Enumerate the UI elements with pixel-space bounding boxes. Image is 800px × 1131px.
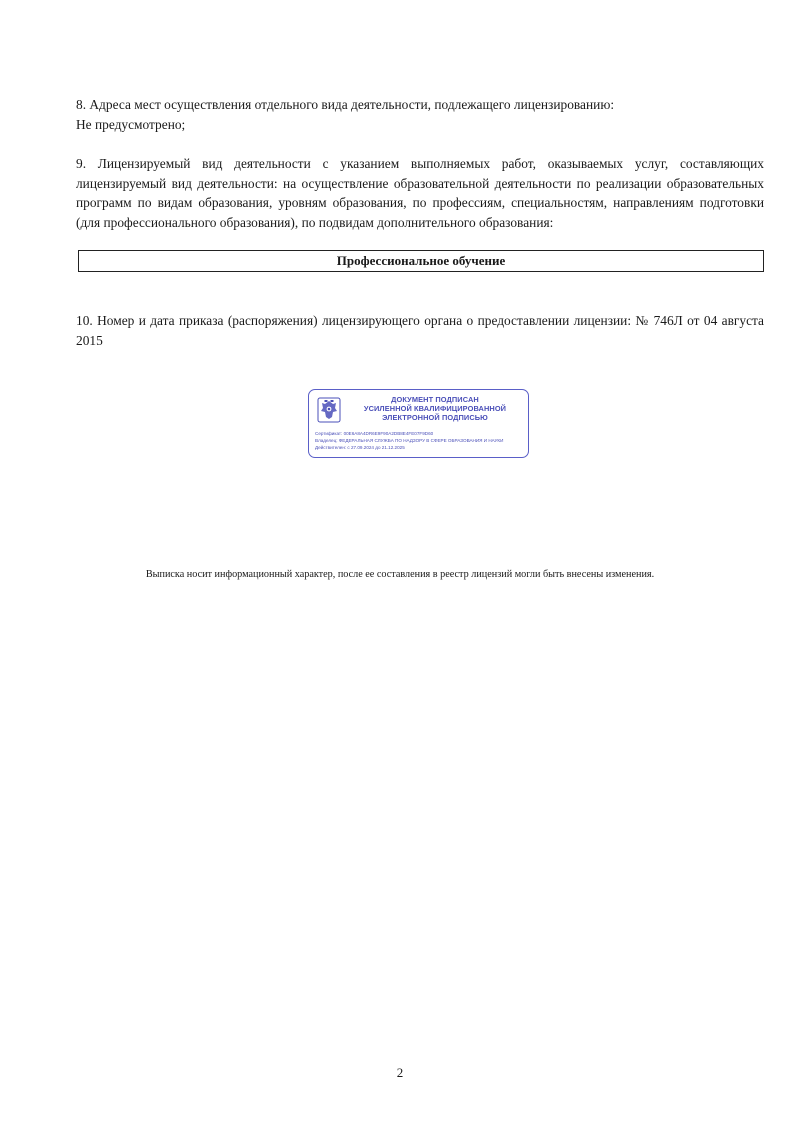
stamp-title-line-1: ДОКУМЕНТ ПОДПИСАН [391,395,479,404]
stamp-title-line-3: ЭЛЕКТРОННОЙ ПОДПИСЬЮ [382,413,488,422]
section-10 [76,311,764,350]
stamp-owner: Владелец: ФЕДЕРАЛЬНАЯ СЛУЖБА ПО НАДЗОРУ В СФЕРЕ ОБРАЗОВАНИЯ И НАУКИ [315,437,504,443]
page-number: 2 [396,1065,404,1080]
stamp-title [347,395,523,422]
stamp-title-line-2: УСИЛЕННОЙ КВАЛИФИЦИРОВАННОЙ [363,404,507,413]
stamp-validity: Действителен: с 27.09.2024 до 21.12.2025 [315,444,405,450]
disclaimer-note: Выписка носит информационный характер, после ее составления в реестр лицензий могли быть внесены изменения. [145,569,655,580]
stamp-certificate: Сертификат: 00E6A8A4DR6E9F90A2DB8E4FE07F9D60 [315,431,434,436]
section-8-value: Не предусмотрено; [76,116,186,132]
activity-table-cell: Профессиональное обучение [78,250,764,272]
section-8-heading: 8. Адреса мест осуществления отдельного вида деятельности, подлежащего лицензированию: [76,97,615,112]
electronic-signature-stamp [308,389,529,458]
section-10-text: 10. Номер и дата приказа (распоряжения) лицензирующего органа о предоставлении лицензии: № 746Л от 04 августа 2015 [76,313,764,348]
coat-of-arms-icon [316,396,342,424]
section-8 [76,95,764,134]
stamp-metadata [315,431,525,451]
section-9-text: 9. Лицензируемый вид деятельности с указанием выполняемых работ, оказываемых услуг, составляющих лицензируемый вид деятельности: на осуществление образовательной деятельности по реализации образовательных программ по видам образования, уровням образования, по профессиям, специальностям, направлениям подготовки (для профессионального образования), по подвидам дополнительного образования: [76,156,764,230]
section-9 [76,154,764,232]
